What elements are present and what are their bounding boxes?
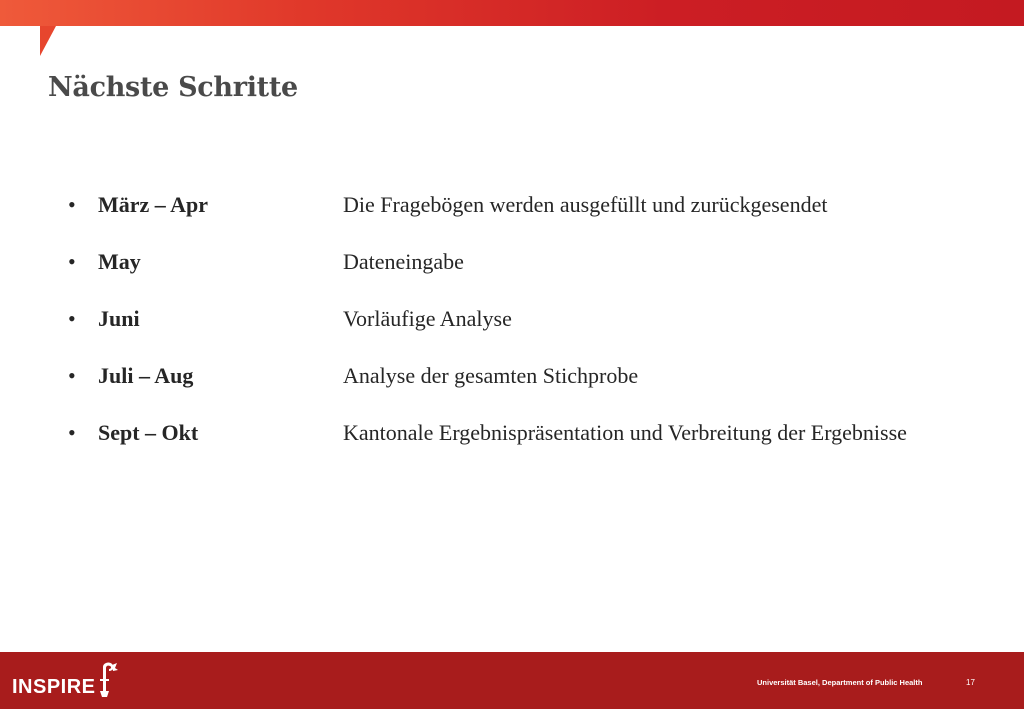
top-accent-notch [40,26,56,56]
schedule-task: Dateneingabe [343,249,464,274]
bullet-icon: • [68,363,76,388]
schedule-period: Juli – Aug [98,363,194,388]
basel-staff-icon [95,661,119,701]
schedule-task: Vorläufige Analyse [343,306,512,331]
bullet-icon: • [68,192,76,217]
inspire-logo: INSPIRE [12,676,96,698]
slide-title: Nächste Schritte [48,72,298,103]
schedule-task: Kantonale Ergebnispräsentation und Verbreitung der Ergebnisse [343,420,907,445]
page-number: 17 [966,678,975,687]
footer-bar [0,652,1024,709]
schedule-period: May [98,249,141,274]
schedule-item [68,404,968,461]
schedule-item [68,176,968,233]
schedule-period: März – Apr [98,192,208,217]
bullet-icon: • [68,249,76,274]
top-accent-bar [0,0,1024,26]
schedule-task: Analyse der gesamten Stichprobe [343,363,639,388]
schedule-item [68,233,968,290]
schedule-item [68,347,968,404]
schedule-item [68,290,968,347]
schedule-list [68,176,968,461]
schedule-task: Die Fragebögen werden ausgefüllt und zurückgesendet [343,192,828,217]
bullet-icon: • [68,420,76,445]
schedule-period: Juni [98,306,140,331]
bullet-icon: • [68,306,76,331]
schedule-period: Sept – Okt [98,420,199,445]
institution-label: Universität Basel, Department of Public Health [757,678,923,687]
